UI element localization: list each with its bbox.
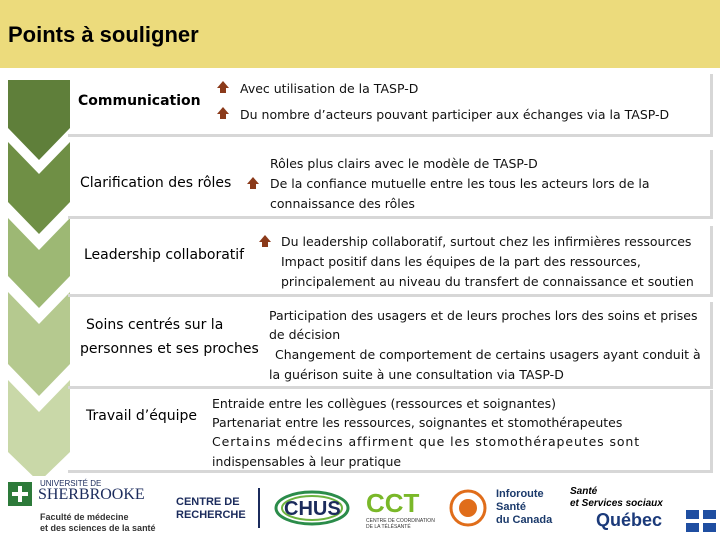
inforoute-3: du Canada (496, 514, 553, 526)
row-text: principalement au niveau du transfert de connaissance et soutien (281, 274, 694, 289)
cct-name: CCT (366, 488, 420, 518)
row-text: Changement de comportement de certains usagers ayant conduit à (275, 347, 701, 362)
chus-name: CHUS (284, 498, 341, 520)
row-text: la guérison suite à une consultation via TASP-D (269, 367, 564, 382)
row-text: Du leadership collaboratif, surtout chez les infirmières ressources (281, 234, 692, 249)
footer-logos (0, 476, 720, 540)
cct-sub1: CENTRE DE COORDINATION (366, 518, 435, 524)
up-arrow-bullet-icon (246, 176, 260, 190)
centre-recherche-1: CENTRE DE (176, 496, 240, 508)
row-label-leadership: Leadership collaboratif (84, 247, 245, 263)
inforoute-2: Santé (496, 501, 526, 513)
row-text: Rôles plus clairs avec le modèle de TASP-D (270, 156, 538, 171)
up-arrow-bullet-icon (258, 234, 272, 248)
usherbrooke-top: UNIVERSITÉ DE (40, 479, 102, 488)
row-text: De la confiance mutuelle entre les tous les acteurs lors de la (270, 176, 650, 191)
row-text: Partenariat entre les ressources, soignantes et stomothérapeutes (212, 415, 623, 430)
inforoute-icon (448, 488, 488, 528)
row-text: de décision (269, 327, 341, 342)
row-text: Avec utilisation de la TASP-D (240, 81, 419, 96)
row-label-communication: Communication (78, 93, 201, 109)
up-arrow-bullet-icon (216, 106, 230, 120)
divider (258, 488, 260, 528)
usherbrooke-name: SHERBROOKE (38, 486, 145, 503)
sante-2: et Services sociaux (570, 498, 663, 509)
usherbrooke-fac2: et des sciences de la santé (40, 523, 156, 533)
row-text: Du nombre d’acteurs pouvant participer aux échanges via la TASP-D (240, 107, 670, 122)
row-text: Impact positif dans les équipes de la part des ressources, (281, 254, 641, 269)
row-text: Participation des usagers et de leurs proches lors des soins et prises (269, 308, 698, 323)
row-label-travail: Travail d’équipe (86, 408, 198, 424)
inforoute-1: Inforoute (496, 488, 544, 500)
row-label-soins-line2: personnes et ses proches (80, 341, 259, 357)
row-label-clarification: Clarification des rôles (80, 175, 232, 191)
centre-recherche-2: RECHERCHE (176, 509, 246, 521)
sante-1: Santé (570, 486, 598, 497)
chevron-1 (8, 80, 70, 160)
usherbrooke-logo (8, 482, 32, 506)
row-text: Certains médecins affirment que les stomothérapeutes sont (212, 434, 641, 449)
page-title: Points à souligner (8, 22, 199, 47)
usherbrooke-emblem-icon (8, 482, 32, 506)
usherbrooke-fac1: Faculté de médecine (40, 512, 129, 522)
header-bar (0, 0, 720, 68)
row-text: indispensables à leur pratique (212, 454, 402, 469)
quebec-flag-icon (686, 510, 716, 532)
row-label-soins-line1: Soins centrés sur la (86, 317, 224, 333)
quebec-name: Québec (596, 510, 663, 530)
cct-sub2: DE LA TÉLÉSANTÉ (366, 524, 411, 530)
row-text: Entraide entre les collègues (ressources et soignantes) (212, 396, 557, 411)
up-arrow-bullet-icon (216, 80, 230, 94)
row-text: connaissance des rôles (270, 196, 415, 211)
